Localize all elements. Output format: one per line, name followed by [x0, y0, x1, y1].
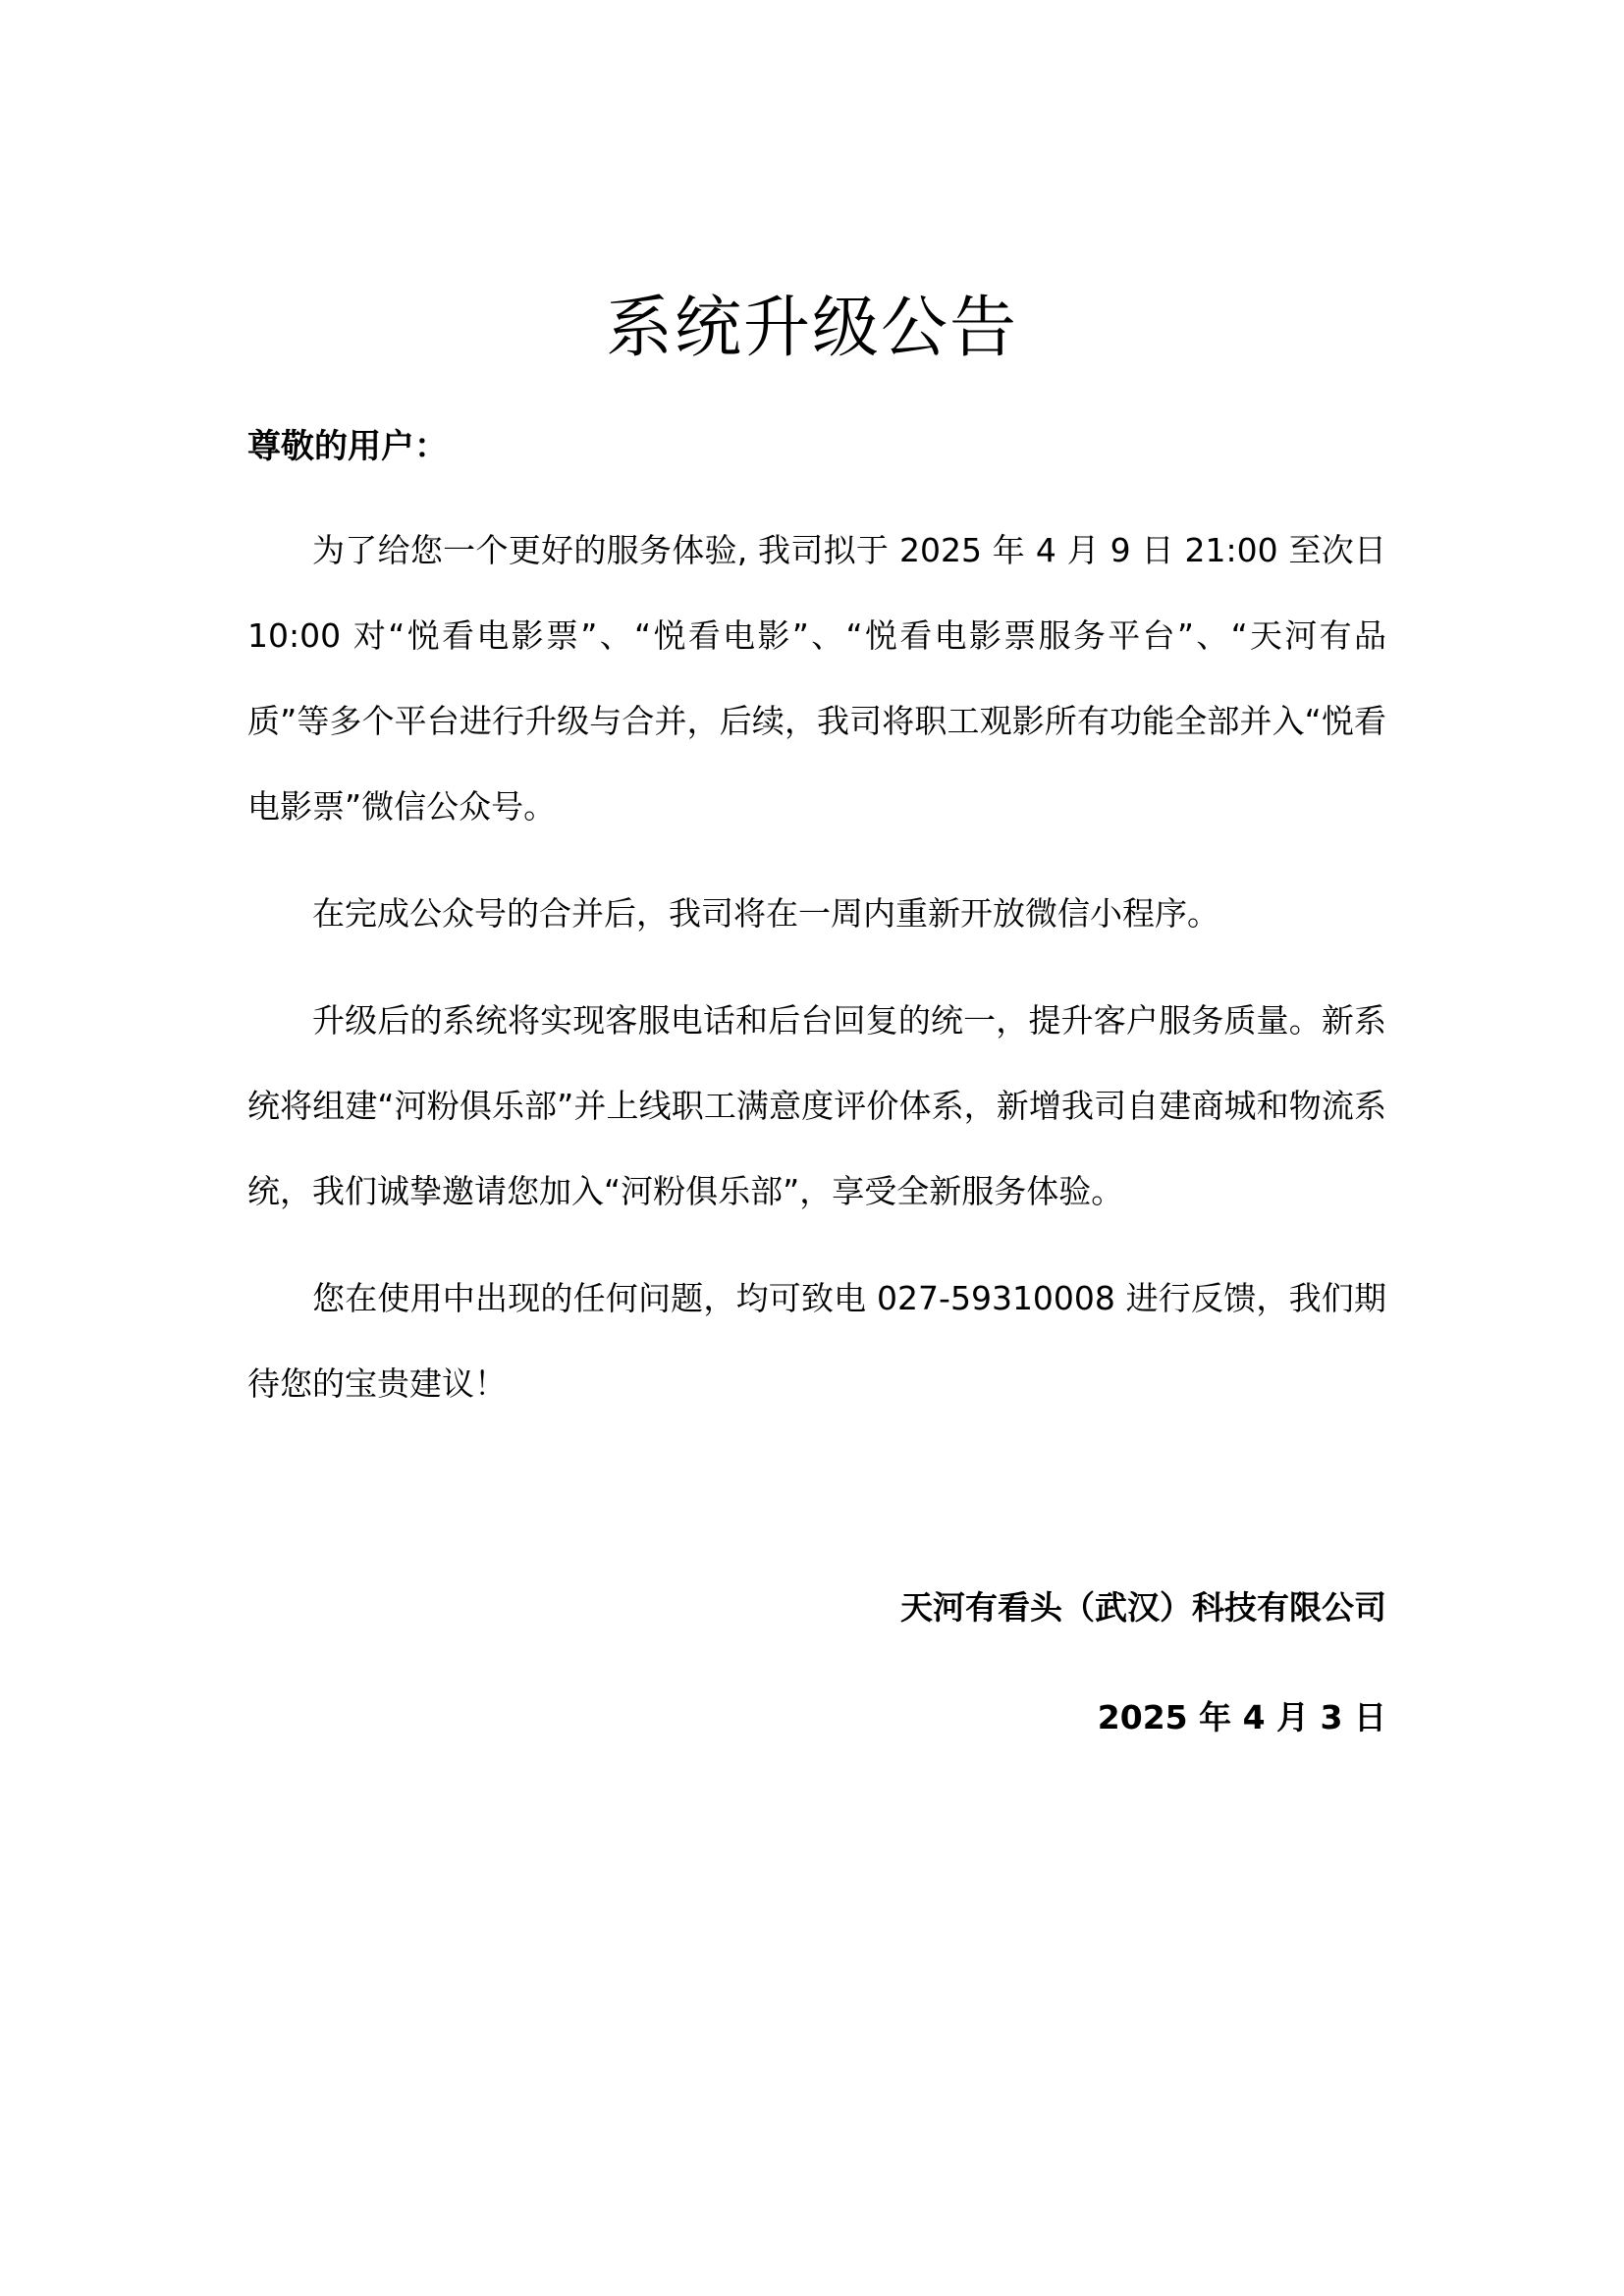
paragraph-feedback-contact: 您在使用中出现的任何问题，均可致电 027-59310008 进行反馈，我们期待您的宝贵建议！: [247, 1279, 1386, 1403]
salutation: 尊敬的用户：: [247, 427, 448, 466]
issue-date: 2025 年 4 月 3 日: [1097, 1698, 1386, 1736]
document-body: [247, 417, 1386, 1448]
paragraph-upgrade-schedule: 为了给您一个更好的服务体验, 我司拟于 2025 年 4 月 9 日 21:00 至次日 10:00 对“悦看电影票”、“悦看电影”、“悦看电影票服务平台”、“天河有品质”等多个平台进行升级与合并，后续，我司将职工观影所有功能全部并入“悦看电影票”微信公众号。: [247, 531, 1386, 826]
page-title: 系统升级公告: [605, 290, 1018, 367]
paragraph-new-features: 升级后的系统将实现客服电话和后台回复的统一，提升客户服务质量。新系统将组建“河粉俱乐部”并上线职工满意度评价体系，新增我司自建商城和物流系统，我们诚挚邀请您加入“河粉俱乐部”，享受全新服务体验。: [247, 1001, 1386, 1210]
signature-block: [900, 1578, 1386, 1798]
company-name: 天河有看头（武汉）科技有限公司: [900, 1588, 1386, 1627]
paragraph-mini-program: 在完成公众号的合并后，我司将在一周内重新开放微信小程序。: [312, 894, 1219, 933]
